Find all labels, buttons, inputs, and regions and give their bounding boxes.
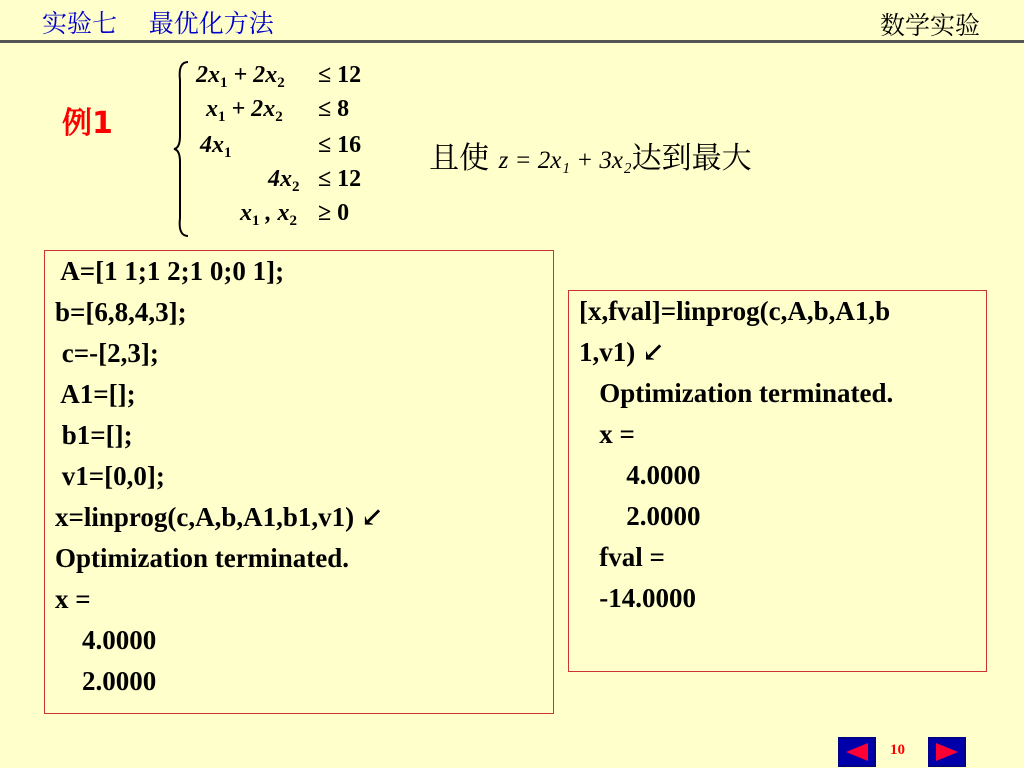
code-line: -14.0000 <box>579 583 696 613</box>
constraint-lhs: $2x_1 + 2x_2$ <box>196 62 285 91</box>
constraint-lhs: $x_1 + 2x_2$ <box>206 96 283 125</box>
code-line: c=-[2,3]; <box>55 338 159 368</box>
page-number: 10 <box>890 742 905 758</box>
code-line: fval = <box>579 542 665 572</box>
constraint-rhs: ≤ 16 <box>318 132 362 158</box>
code-line: Optimization terminated. <box>55 543 349 573</box>
code-line: A=[1 1;1 2;1 0;0 1]; <box>55 256 285 286</box>
arrow-right-icon <box>936 743 958 761</box>
constraint-rhs: ≥ 0 <box>318 200 350 226</box>
code-line: 1,v1) ↙ <box>579 337 665 367</box>
code-line: 2.0000 <box>55 666 157 696</box>
course-name: 数学实验 <box>879 11 980 40</box>
constraint-lhs: $x_1$ , $x_2$ <box>240 200 297 229</box>
code-line: x = <box>579 419 635 449</box>
constraint-lhs: $4x_1$ <box>200 132 232 161</box>
slide-title: 实验七 最优化方法 <box>42 9 274 38</box>
constraint-rhs: ≤ 8 <box>318 96 350 122</box>
objective-statement <box>410 98 752 177</box>
code-line: b=[6,8,4,3]; <box>55 297 187 327</box>
header-divider <box>0 40 1024 43</box>
code-line: A1=[]; <box>55 379 136 409</box>
constraint-lhs: $4x_2$ <box>268 166 300 195</box>
code-line: x = <box>55 584 91 614</box>
code-box-linprog <box>44 250 554 714</box>
objective-suffix: 达到最大 <box>631 141 752 176</box>
code-line: 4.0000 <box>55 625 157 655</box>
code-line: [x,fval]=linprog(c,A,b,A1,b <box>579 296 891 326</box>
code-line: x=linprog(c,A,b,A1,b1,v1) ↙ <box>55 502 384 532</box>
constraint-rhs: ≤ 12 <box>318 62 362 88</box>
next-slide-button[interactable] <box>928 737 966 767</box>
previous-slide-button[interactable] <box>838 737 876 767</box>
example-label: 例1 <box>62 106 113 141</box>
code-line: v1=[0,0]; <box>55 461 165 491</box>
code-line: 4.0000 <box>579 460 701 490</box>
code-box-linprog-fval <box>568 290 987 672</box>
arrow-left-icon <box>846 743 868 761</box>
constraint-rhs: ≤ 12 <box>318 166 362 192</box>
brace-icon <box>172 60 192 238</box>
objective-expression: z = 2x₁ + 3x₂ <box>498 147 632 174</box>
code-line: 2.0000 <box>579 501 701 531</box>
code-line: b1=[]; <box>55 420 133 450</box>
objective-prefix: 且使 <box>429 141 499 176</box>
code-line: Optimization terminated. <box>579 378 894 408</box>
